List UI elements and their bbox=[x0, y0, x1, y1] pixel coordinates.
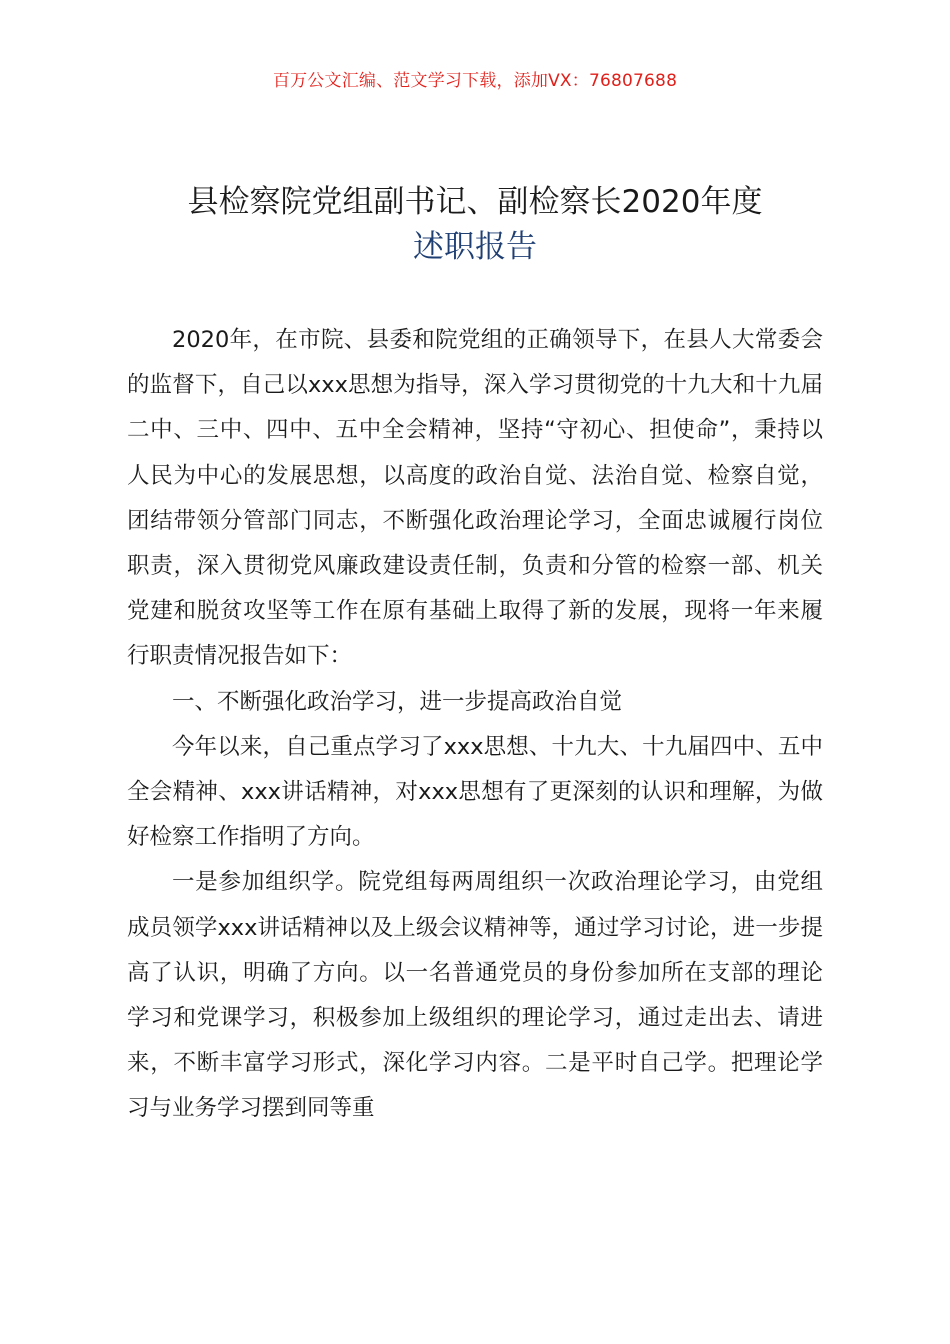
paragraph-intro: 2020年，在市院、县委和院党组的正确领导下，在县人大常委会的监督下，自己以xxx思想为指导，深入学习贯彻党的十九大和十九届二中、三中、四中、五中全会精神，坚持“守初心、担使命”，秉持以人民为中心的发展思想，以高度的政治自觉、法治自觉、检察自觉，团结带领分管部门同志，不断强化政治理论学习，全面忠诚履行岗位职责，深入贯彻党风廉政建设责任制，负责和分管的检察一部、机关党建和脱贫攻坚等工作在原有基础上取得了新的发展，现将一年来履行职责情况报告如下： bbox=[127, 327, 823, 670]
title-line-1: 县检察院党组副书记、副检察长2020年度 bbox=[187, 184, 763, 220]
paragraph-org-study: 一是参加组织学。院党组每两周组织一次政治理论学习，由党组成员领学xxx讲话精神以及上级会议精神等，通过学习讨论，进一步提高了认识，明确了方向。以一名普通党员的身份参加所在支部的理论学习和党课学习，积极参加上级组织的理论学习，通过走出去、请进来，不断丰富学习形式，深化学习内容。二是平时自己学。把理论学习与业务学习摆到同等重 bbox=[127, 869, 823, 1122]
paragraph-study: 今年以来，自己重点学习了xxx思想、十九大、十九届四中、五中全会精神、xxx讲话精神，对xxx思想有了更深刻的认识和理解，为做好检察工作指明了方向。 bbox=[127, 733, 823, 851]
document-body bbox=[127, 318, 823, 1132]
document-title bbox=[120, 180, 830, 270]
watermark-text: 百万公文汇编、范文学习下载，添加VX：76807688 bbox=[272, 71, 678, 91]
section-heading-1: 一、不断强化政治学习，进一步提高政治自觉 bbox=[172, 688, 623, 715]
title-line-2: 述职报告 bbox=[413, 229, 537, 265]
